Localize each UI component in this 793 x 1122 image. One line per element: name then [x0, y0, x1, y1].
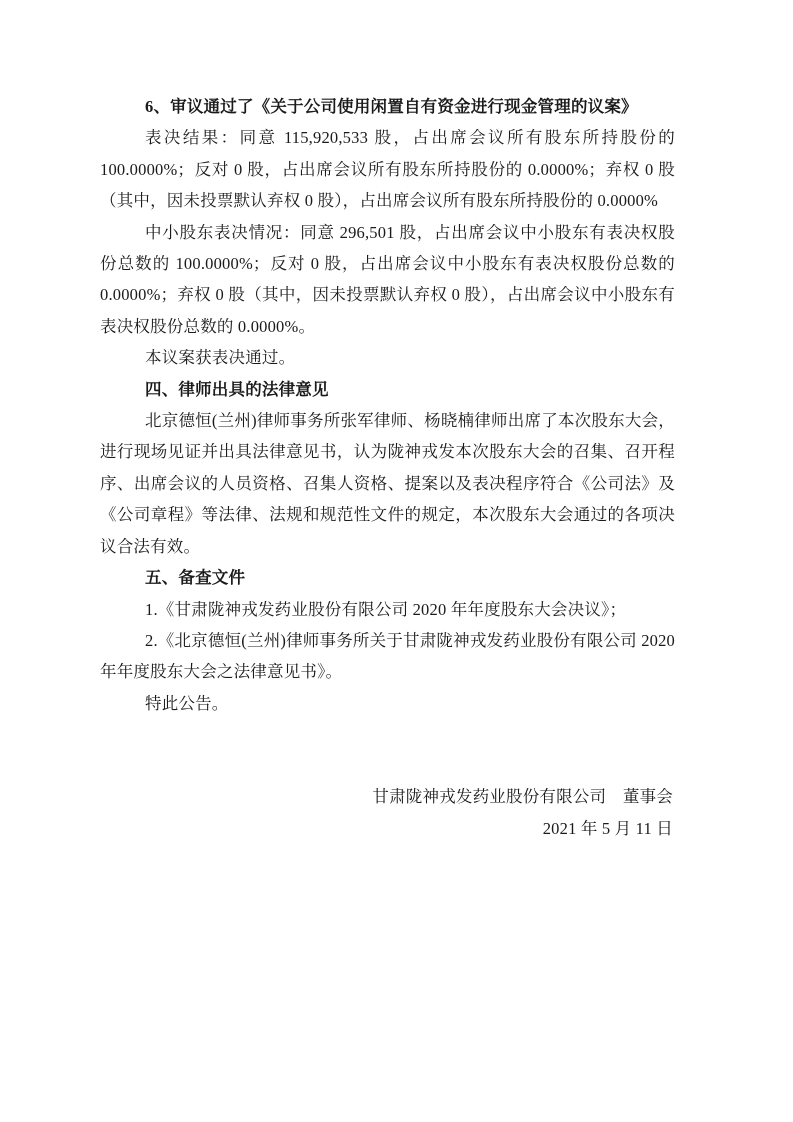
- announcement-body: [100, 91, 675, 844]
- vote-result-paragraph: 表决结果：同意 115,920,533 股，占出席会议所有股东所持股份的 100.0000%；反对 0 股，占出席会议所有股东所持股份的 0.0000%；弃权 0 股（其中，因未投票默认弃权 0 股），占出席会议所有股东所持股份的 0.0000%: [100, 128, 675, 211]
- agenda-item-6-heading: 6、审议通过了《关于公司使用闲置自有资金进行现金管理的议案》: [145, 97, 638, 116]
- section-5-reference-documents-heading: 五、备查文件: [145, 568, 246, 588]
- legal-opinion-paragraph: 北京德恒(兰州)律师事务所张军律师、杨晓楠律师出席了本次股东大会，进行现场见证并出具法律意见书，认为陇神戎发本次股东大会的召集、召开程序、出席会议的人员资格、召集人资格、提案以及表决程序符合《公司法》及《公司章程》等法律、法规和规范性文件的规定，本次股东大会通过的各项决议合法有效。: [100, 411, 675, 556]
- closing-announcement-line: 特此公告。: [145, 693, 229, 713]
- section-4-legal-opinion-heading: 四、律师出具的法律意见: [145, 379, 329, 399]
- signature-company-line: 甘肃陇神戎发药业股份有限公司 董事会: [372, 787, 673, 807]
- reference-document-item-2: 2.《北京德恒(兰州)律师事务所关于甘肃陇神戎发药业股份有限公司 2020 年年度股东大会之法律意见书》。: [100, 630, 675, 682]
- reference-document-item-1: 1.《甘肃陇神戎发药业股份有限公司 2020 年年度股东大会决议》；: [145, 599, 627, 619]
- minority-shareholder-vote-paragraph: 中小股东表决情况：同意 296,501 股，占出席会议中小股东有表决权股份总数的 100.0000%；反对 0 股，占出席会议中小股东有表决权股份总数的 0.0000%；弃权 0 股（其中，因未投票默认弃权 0 股），占出席会议中小股东有表决权股份总数的 0.0000%。: [100, 222, 675, 336]
- resolution-passed-paragraph: 本议案获表决通过。: [145, 348, 296, 368]
- signature-block: [100, 781, 675, 844]
- signature-date-line: 2021 年 5 月 11 日: [542, 818, 673, 838]
